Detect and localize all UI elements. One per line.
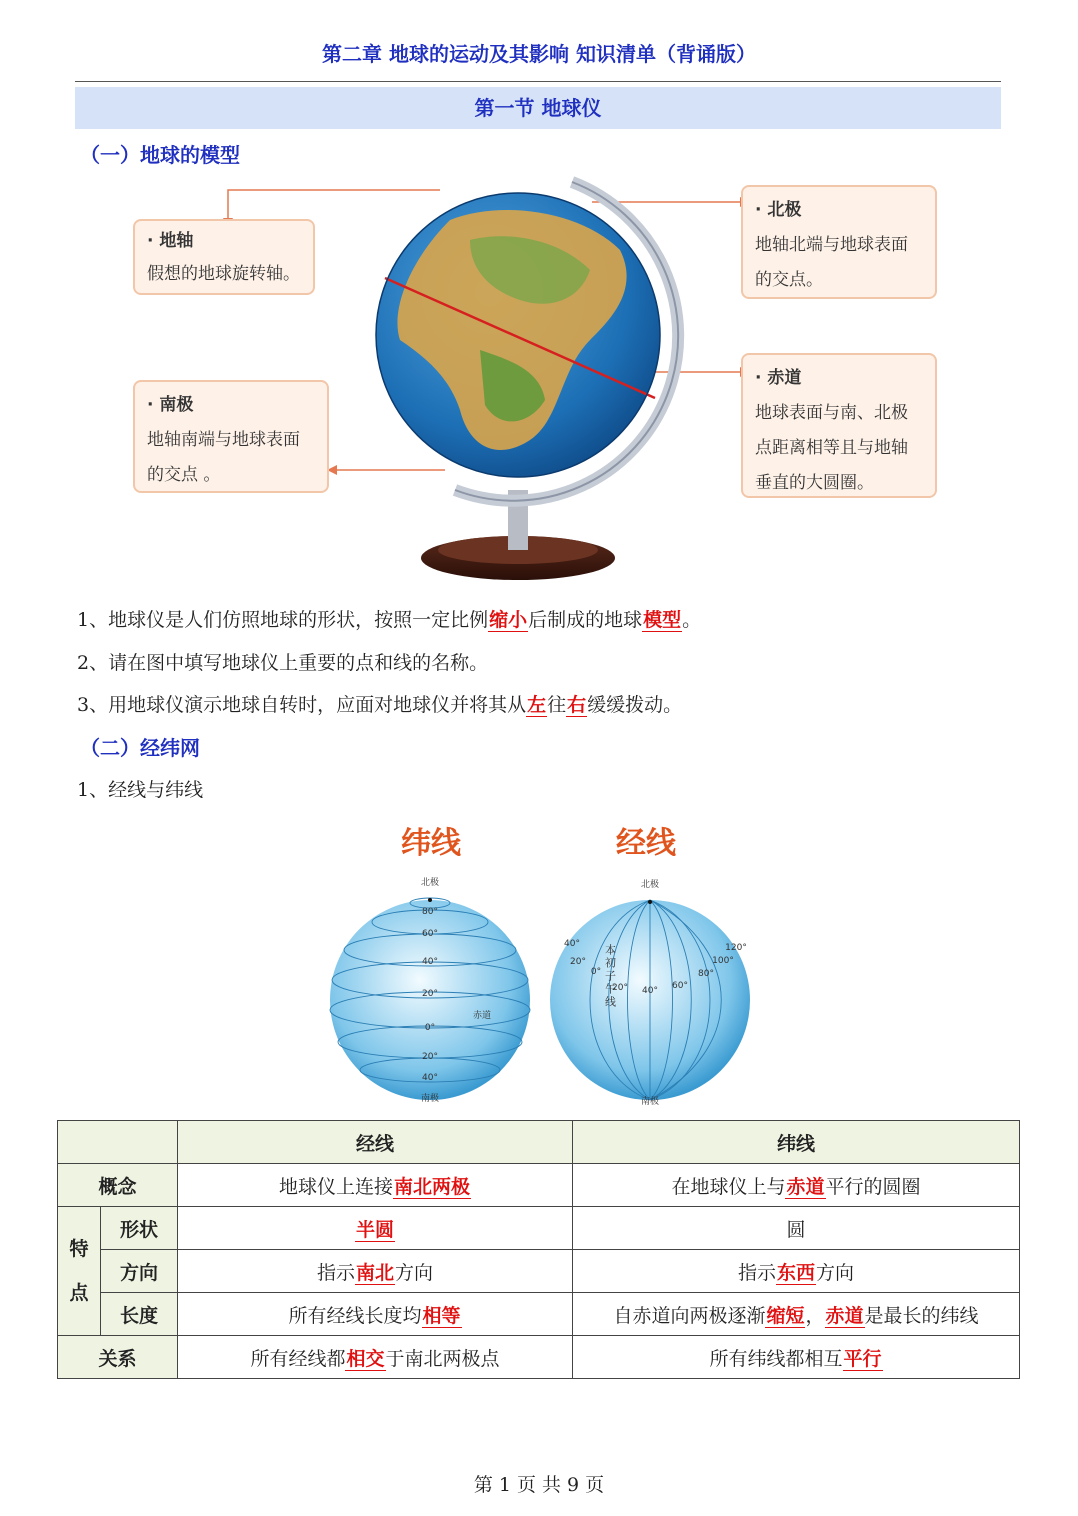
row-label-concept: 概念 — [58, 1164, 178, 1207]
cell-concept-parallel — [573, 1164, 1020, 1207]
lat-tick-0: 0° — [424, 1023, 436, 1033]
cell-length-parallel — [573, 1293, 1020, 1336]
answer-right: 右 — [567, 694, 587, 716]
callout-south-title: · 南极 — [147, 395, 194, 415]
cell-text: 指示 — [316, 1261, 355, 1284]
item-1-text-mid: 后制成的地球 — [528, 609, 643, 631]
part1-heading: （一）地球的模型 — [80, 143, 240, 167]
cell-length-meridian — [178, 1293, 573, 1336]
lon-tick-80e: 80° — [698, 969, 714, 979]
part2-heading: （二）经纬网 — [80, 736, 200, 760]
table-header-meridian: 经线 — [178, 1121, 573, 1164]
cell-shape-parallel: 圆 — [573, 1207, 1020, 1250]
lat-tick-40n: 40° — [422, 957, 438, 967]
item-3-text: 3、用地球仪演示地球自转时，应面对地球仪并将其从 — [77, 694, 527, 716]
cell-text: 方向 — [816, 1261, 855, 1284]
row-label-shape: 形状 — [101, 1207, 178, 1250]
answer-east-west: 东西 — [776, 1261, 815, 1284]
item-1-text: 1、地球仪是人们仿照地球的形状，按照一定比例 — [77, 609, 489, 631]
answer-equator-longest: 赤道 — [825, 1304, 864, 1327]
part2-sub: 1、经线与纬线 — [77, 779, 204, 801]
lon-tick-0: 0° — [590, 967, 602, 977]
answer-left: 左 — [527, 694, 547, 716]
table-header-corner — [58, 1121, 178, 1164]
features-char-2: 点 — [69, 1282, 89, 1304]
table-row-shape — [58, 1207, 1020, 1250]
cell-text: 指示 — [737, 1261, 776, 1284]
answer-model: 模型 — [643, 609, 682, 631]
item-1-text-end: 。 — [682, 609, 702, 631]
row-label-relation: 关系 — [58, 1336, 178, 1379]
item-3-text-mid: 往 — [547, 694, 567, 716]
lon-tick-20e: 20° — [612, 983, 628, 993]
longitude-title: 经线 — [616, 826, 676, 861]
lon-tick-20w: 20° — [570, 957, 586, 967]
row-label-features — [58, 1207, 101, 1336]
lat-tick-20n: 20° — [422, 989, 438, 999]
cell-direction-parallel — [573, 1250, 1020, 1293]
answer-parallel: 平行 — [843, 1347, 882, 1370]
answer-shorten: 缩短 — [766, 1304, 805, 1327]
answer-shrink: 缩小 — [489, 609, 528, 631]
cell-text: 方向 — [395, 1261, 434, 1284]
page-number: 第 1 页 共 9 页 — [473, 1474, 605, 1496]
answer-intersect: 相交 — [346, 1347, 385, 1370]
cell-concept-meridian — [178, 1164, 573, 1207]
callout-equator — [741, 353, 937, 498]
table-row-concept — [58, 1164, 1020, 1207]
callout-axis-title: · 地轴 — [147, 231, 194, 251]
comparison-table — [57, 1120, 1020, 1379]
row-label-length: 长度 — [101, 1293, 178, 1336]
cell-relation-meridian — [178, 1336, 573, 1379]
item-3-text-end: 缓缓拨动。 — [587, 694, 683, 716]
features-char-1: 特 — [69, 1238, 89, 1260]
cell-shape-meridian — [178, 1207, 573, 1250]
callout-north-pole — [741, 185, 937, 299]
lon-south-pole-label: 南极 — [640, 1097, 660, 1107]
lon-north-pole-label: 北极 — [640, 880, 660, 890]
table-header-parallel: 纬线 — [573, 1121, 1020, 1164]
cell-direction-meridian — [178, 1250, 573, 1293]
lat-north-pole-label: 北极 — [420, 878, 440, 888]
item-3 — [77, 690, 682, 717]
cell-text: 平行的圆圈 — [825, 1175, 921, 1198]
lat-south-pole-label: 南极 — [420, 1094, 440, 1104]
lon-tick-100e: 100° — [712, 956, 734, 966]
cell-text: 在地球仪上与 — [671, 1175, 786, 1198]
callout-axis — [133, 219, 315, 295]
lat-equator-label: 赤道 — [472, 1011, 492, 1021]
cell-text: 地球仪上连接 — [278, 1175, 393, 1198]
lon-tick-60e: 60° — [672, 981, 688, 991]
callout-south-pole — [133, 380, 329, 493]
section-title-bar: 第一节 地球仪 — [75, 87, 1001, 129]
cell-text: 所有经线长度均 — [288, 1304, 422, 1327]
answer-equal: 相等 — [422, 1304, 461, 1327]
lon-tick-40e: 40° — [642, 986, 658, 996]
answer-equator: 赤道 — [786, 1175, 825, 1198]
lat-tick-20s: 20° — [422, 1052, 438, 1062]
row-label-direction: 方向 — [101, 1250, 178, 1293]
cell-text: 于南北两极点 — [385, 1347, 500, 1370]
lon-tick-120e: 120° — [725, 943, 747, 953]
answer-semicircle: 半圆 — [355, 1218, 394, 1241]
table-row-length — [58, 1293, 1020, 1336]
cell-text: ， — [805, 1304, 825, 1327]
table-row-direction — [58, 1250, 1020, 1293]
cell-text: 自赤道向两极逐渐 — [613, 1304, 766, 1327]
callout-south-text: 地轴南端与地球表面的交点 。 — [147, 430, 300, 485]
callout-equator-text: 地球表面与南、北极点距离相等且与地轴垂直的大圆圈。 — [755, 403, 908, 493]
answer-both-poles: 南北两极 — [394, 1175, 471, 1198]
cell-relation-parallel — [573, 1336, 1020, 1379]
item-1 — [77, 605, 701, 632]
callout-equator-title: · 赤道 — [755, 368, 802, 388]
callout-axis-text: 假想的地球旋转轴。 — [147, 264, 300, 284]
table-header-row — [58, 1121, 1020, 1164]
lat-tick-60: 60° — [422, 929, 438, 939]
lon-tick-40w: 40° — [564, 939, 580, 949]
cell-text: 所有纬线都相互 — [709, 1347, 843, 1370]
document-title: 第二章 地球的运动及其影响 知识清单（背诵版） — [322, 42, 756, 66]
cell-text: 是最长的纬线 — [864, 1304, 979, 1327]
cell-text: 所有经线都 — [250, 1347, 346, 1370]
table-row-relation — [58, 1336, 1020, 1379]
lat-tick-40s: 40° — [422, 1073, 438, 1083]
prime-meridian-label: 本初子午线 — [603, 944, 617, 1009]
latitude-title: 纬线 — [401, 826, 461, 861]
callout-north-text: 地轴北端与地球表面的交点。 — [755, 235, 908, 290]
latlon-figure — [320, 870, 760, 1110]
answer-north-south: 南北 — [355, 1261, 394, 1284]
item-2: 2、请在图中填写地球仪上重要的点和线的名称。 — [77, 652, 489, 674]
callout-north-title: · 北极 — [755, 200, 802, 220]
title-divider — [75, 81, 1001, 82]
lat-tick-80: 80° — [422, 907, 438, 917]
